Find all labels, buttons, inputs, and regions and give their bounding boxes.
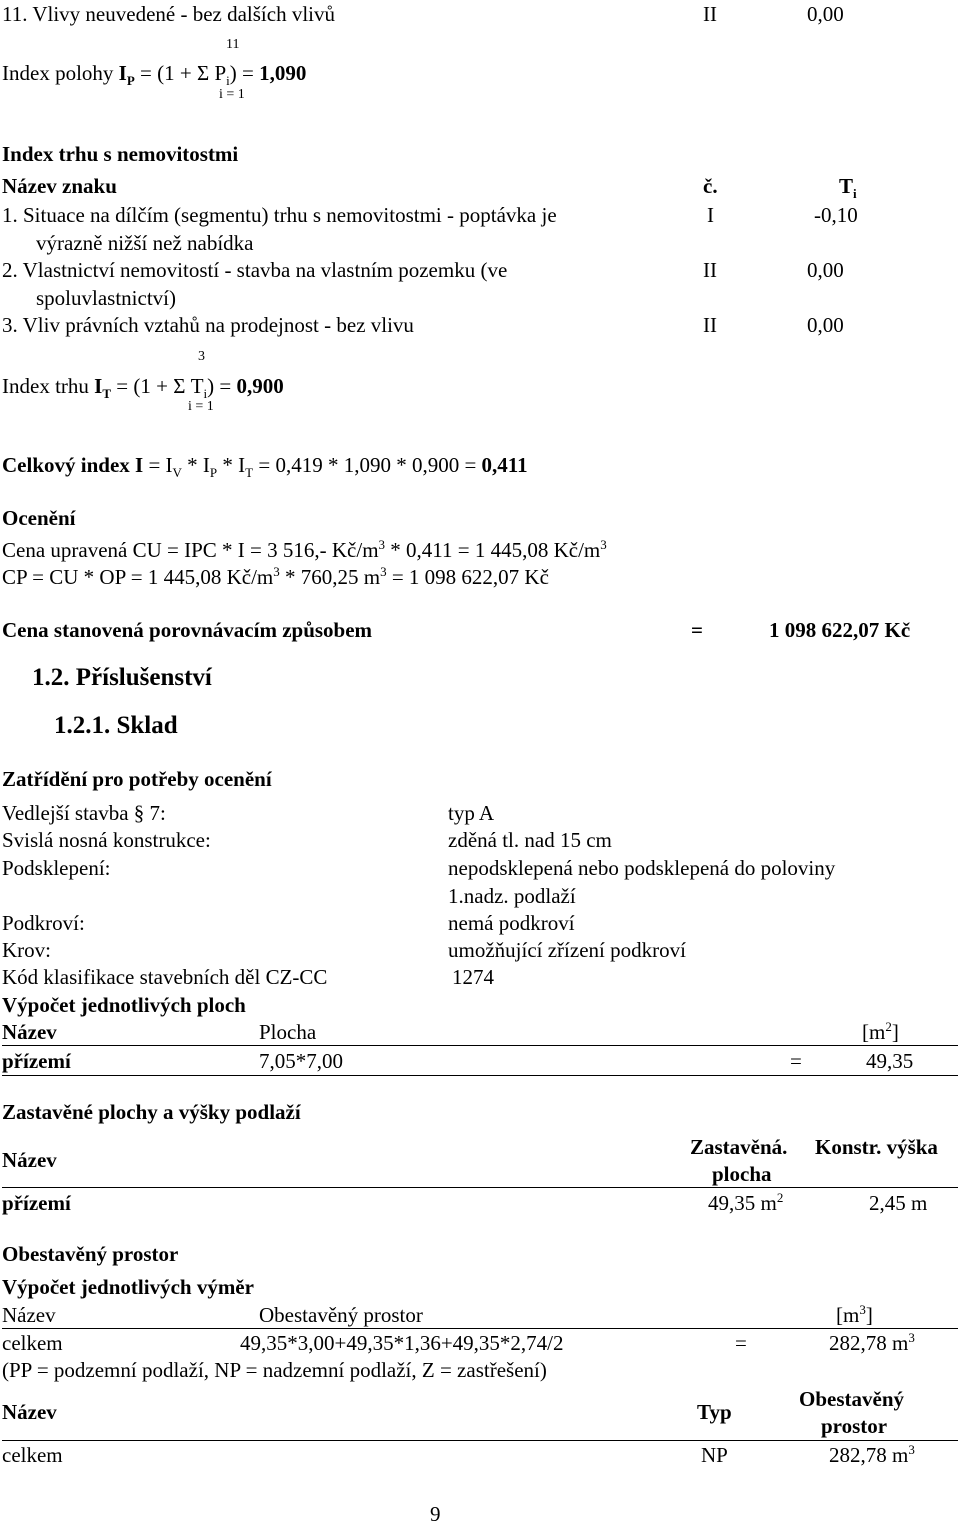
trh-row-1-line2: výrazně nižší než nabídka bbox=[36, 231, 254, 255]
zastavene-row-area: 49,35 $m^2$ bbox=[708, 1190, 784, 1215]
index-trhu-formula: Index trhu $I_T = (1 + \Sigma$ $T_i) = 0,900$ bbox=[2, 374, 284, 402]
table-rule bbox=[2, 1328, 958, 1329]
subsection-heading: 1.2.1. Sklad bbox=[54, 712, 178, 739]
trh-row-3-value: 0,00 bbox=[807, 313, 844, 337]
col-header-ti: $T_i$ bbox=[839, 174, 857, 202]
zatrideni-value: typ A bbox=[448, 801, 495, 825]
plochy-col-area: Plocha bbox=[259, 1020, 317, 1044]
page-number: 9 bbox=[430, 1502, 441, 1526]
zatrideni-value: umožňující zřízení podkroví bbox=[448, 938, 686, 962]
plochy-row-formula: 7,05*7,00 bbox=[259, 1049, 343, 1073]
cena-stanovena-eq: = bbox=[691, 618, 703, 642]
trh-row-2-line1: 2. Vlastnictví nemovitostí - stavba na vlastním pozemku (ve bbox=[2, 258, 508, 282]
trh-row-2-class: II bbox=[703, 258, 717, 282]
obestaveny-heading: Obestavěný prostor bbox=[2, 1242, 179, 1266]
plochy-col-unit: $[m^2]$ bbox=[862, 1019, 899, 1044]
zastavene-row-name: přízemí bbox=[2, 1191, 71, 1215]
summary-col-name: Název bbox=[2, 1400, 57, 1424]
zatrideni-label: Podsklepení: bbox=[2, 856, 111, 880]
trh-row-1-class: I bbox=[707, 203, 714, 227]
trh-row-3-line1: 3. Vliv právních vztahů na prodejnost - bez vlivu bbox=[2, 313, 414, 337]
zatrideni-value: nemá podkroví bbox=[448, 911, 575, 935]
summary-row-value: 282,78 $m^3$ bbox=[829, 1442, 915, 1467]
table-rule bbox=[2, 1440, 958, 1441]
zastavene-col-area: plocha bbox=[712, 1162, 772, 1186]
sum-upper-limit: 11 bbox=[226, 37, 240, 52]
zatrideni-value: zděná tl. nad 15 cm bbox=[448, 828, 612, 852]
zastavene-col-area: Zastavěná. bbox=[690, 1135, 788, 1159]
zastavene-col-name: Název bbox=[2, 1148, 57, 1172]
cena-stanovena-label: Cena stanovená porovnávacím způsobem bbox=[2, 618, 373, 642]
cena-stanovena-value: 1 098 622,07 Kč bbox=[769, 618, 911, 642]
cena-upravena-line: Cena upravená CU = IPC * I = 3 516,- $Kč/m^3 * 0,411 = 1$ 445,08 $Kč/m^3$ bbox=[2, 537, 607, 562]
plochy-row-value: 49,35 bbox=[866, 1049, 914, 1073]
zatrideni-label: Vedlejší stavba § 7: bbox=[2, 801, 166, 825]
index-polohy-formula: Index polohy $I_P = (1 + \Sigma$ $P_i) = 1,090$ bbox=[2, 61, 307, 89]
trh-row-3-class: II bbox=[703, 313, 717, 337]
vymery-heading: Výpočet jednotlivých výměr bbox=[2, 1275, 254, 1299]
plochy-row-eq: = bbox=[790, 1049, 802, 1073]
zastavene-row-height: 2,45 m bbox=[869, 1191, 928, 1215]
abbreviation-note: (PP = podzemní podlaží, NP = nadzemní podlaží, Z = zastřešení) bbox=[2, 1358, 547, 1382]
summary-col-type: Typ bbox=[697, 1400, 732, 1424]
zatrideni-label: Svislá nosná konstrukce: bbox=[2, 828, 211, 852]
zatrideni-value: 1.nadz. podlaží bbox=[448, 884, 576, 908]
plochy-col-name: Název bbox=[2, 1020, 57, 1044]
zatrideni-value: 1274 bbox=[452, 965, 494, 989]
summary-col-space: Obestavěný bbox=[799, 1387, 904, 1411]
plochy-heading: Výpočet jednotlivých ploch bbox=[2, 993, 246, 1017]
sum-lower-limit: i = 1 bbox=[188, 399, 214, 414]
col-header-name: Název znaku bbox=[2, 174, 117, 198]
summary-row-type: NP bbox=[701, 1443, 728, 1467]
sum-lower-limit: i = 1 bbox=[219, 87, 245, 102]
section-heading: 1.2. Příslušenství bbox=[32, 664, 212, 691]
zatrideni-label: Podkroví: bbox=[2, 911, 85, 935]
vymery-row-formula: 49,35*3,00+49,35*1,36+49,35*2,74/2 bbox=[240, 1331, 564, 1355]
factor-class: II bbox=[703, 2, 717, 26]
summary-col-space: prostor bbox=[821, 1414, 888, 1438]
vymery-col-unit: $[m^3]$ bbox=[836, 1302, 873, 1327]
table-rule bbox=[2, 1045, 958, 1046]
factor-label: 11. Vlivy neuvedené - bez dalších vlivů bbox=[2, 2, 335, 26]
zatrideni-label: Krov: bbox=[2, 938, 51, 962]
vymery-row-name: celkem bbox=[2, 1331, 63, 1355]
oceneni-heading: Ocenění bbox=[2, 506, 76, 530]
celkovy-index: Celkový index $I = I_V * I_P * I_T = 0,419 * 1,090 * 0,900 = 0,411$ bbox=[2, 453, 528, 481]
zastavene-heading: Zastavěné plochy a výšky podlaží bbox=[2, 1100, 301, 1124]
zastavene-col-height: Konstr. výška bbox=[815, 1135, 938, 1159]
table-rule bbox=[2, 1187, 958, 1188]
cp-line: CP = CU * OP = 1 445,08 $Kč/m^3 * 760,25$ $m^3 = 1$ 098 622,07 Kč bbox=[2, 564, 549, 589]
trh-row-1-value: -0,10 bbox=[814, 203, 858, 227]
summary-row-name: celkem bbox=[2, 1443, 63, 1467]
trh-heading: Index trhu s nemovitostmi bbox=[2, 142, 239, 166]
zatrideni-label: Kód klasifikace stavebních děl CZ-CC bbox=[2, 965, 328, 989]
vymery-col-space: Obestavěný prostor bbox=[259, 1303, 423, 1327]
trh-row-2-line2: spoluvlastnictví) bbox=[36, 286, 176, 310]
trh-row-2-value: 0,00 bbox=[807, 258, 844, 282]
trh-row-1-line1: 1. Situace na dílčím (segmentu) trhu s nemovitostmi - poptávka je bbox=[2, 203, 557, 227]
zatrideni-value: nepodsklepená nebo podsklepená do poloviny bbox=[448, 856, 836, 880]
sum-upper-limit: 3 bbox=[198, 349, 205, 364]
table-rule bbox=[2, 1075, 958, 1076]
vymery-row-value: 282,78 $m^3$ bbox=[829, 1330, 915, 1355]
vymery-col-name: Název bbox=[2, 1303, 56, 1327]
vymery-row-eq: = bbox=[735, 1331, 747, 1355]
zatrideni-heading: Zatřídění pro potřeby ocenění bbox=[2, 767, 272, 791]
factor-value: 0,00 bbox=[807, 2, 844, 26]
plochy-row-name: přízemí bbox=[2, 1049, 71, 1073]
col-header-no: č. bbox=[703, 174, 718, 198]
